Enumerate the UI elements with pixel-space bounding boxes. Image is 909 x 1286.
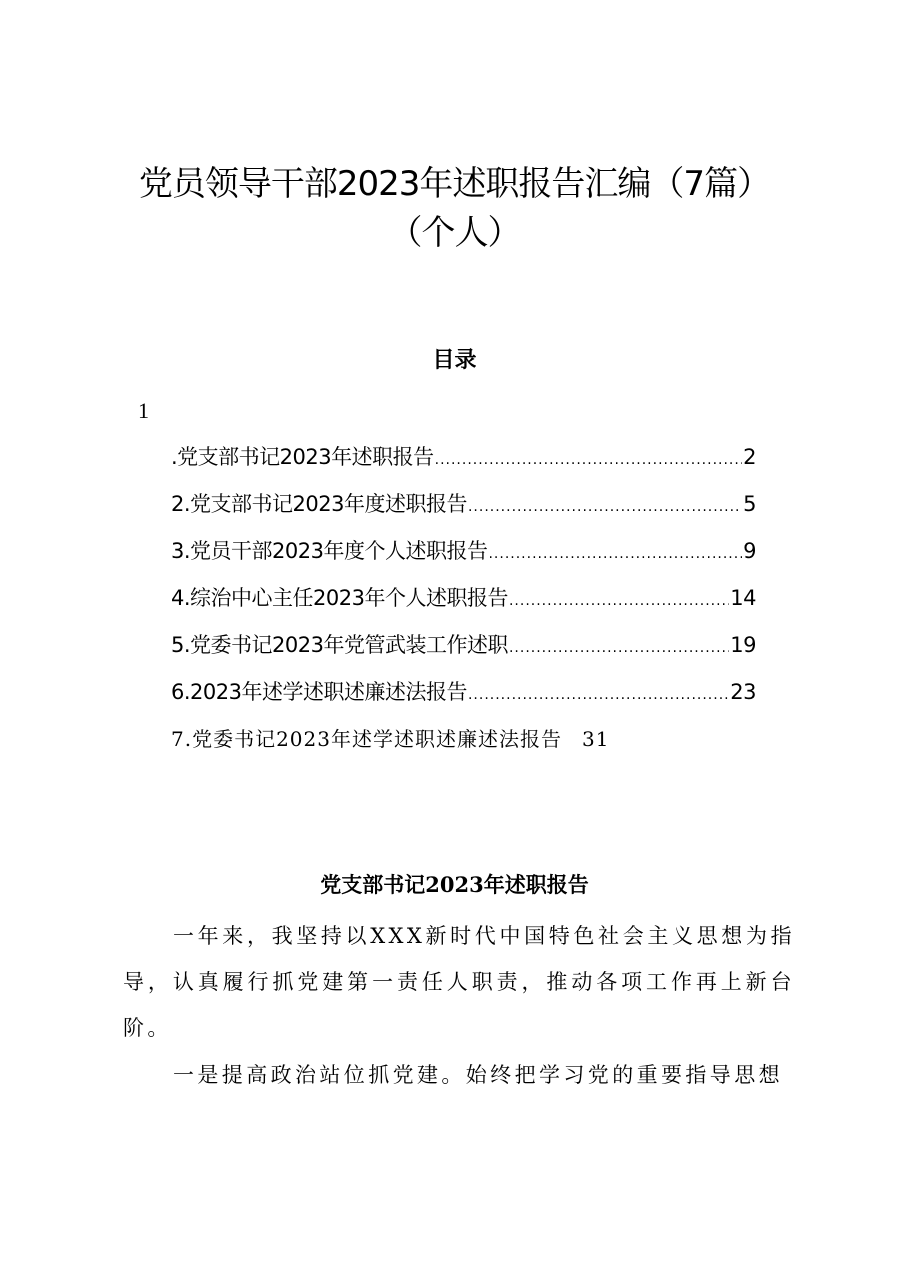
section-title: 党支部书记2023年述职报告 (320, 872, 589, 897)
toc-heading: 目录 (432, 347, 477, 373)
toc-entry-title: 2.党支部书记2023年度述职报告 (171, 492, 467, 516)
toc-entry[interactable] (171, 534, 756, 581)
toc-entry-title: 6.2023年述学述职述廉述法报告 (171, 680, 467, 704)
toc-entry[interactable] (171, 675, 756, 722)
table-of-contents (171, 440, 756, 769)
toc-entry-page: 9 (743, 539, 756, 563)
toc-dot-leader (468, 490, 742, 524)
document-title: 党员领导干部2023年述职报告汇编（7篇） (138, 164, 771, 204)
toc-dot-leader (509, 631, 729, 665)
toc-entry[interactable] (171, 722, 756, 769)
toc-entry-page: 14 (730, 586, 756, 610)
toc-dot-leader (468, 678, 729, 712)
toc-entry-page: 5 (743, 492, 756, 516)
toc-entry-title: 7.党委书记2023年述学述职述廉述法报告 (171, 727, 562, 751)
toc-dot-leader (509, 584, 729, 618)
toc-entry[interactable] (171, 440, 756, 487)
toc-entry-page: 19 (730, 633, 756, 657)
document-subtitle: （个人） (388, 213, 521, 253)
toc-stray-number: 1 (138, 398, 149, 423)
toc-entry-page: 31 (581, 727, 610, 751)
body-paragraph: 一年来，我坚持以XXX新时代中国特色社会主义思想为指导，认真履行抓党建第一责任人职责，推动各项工作再上新台阶。 (123, 924, 795, 1040)
toc-entry-title: 3.党员干部2023年度个人述职报告 (171, 539, 488, 563)
toc-entry-title: 5.党委书记2023年党管武装工作述职 (171, 633, 508, 657)
toc-entry-page: 2 (743, 445, 756, 469)
toc-dot-leader (488, 537, 742, 571)
toc-entry[interactable] (171, 581, 756, 628)
toc-entry[interactable] (171, 628, 756, 675)
toc-entry-page: 23 (730, 680, 756, 704)
toc-entry[interactable] (171, 487, 756, 534)
body-paragraph: 一是提高政治站位抓党建。始终把学习党的重要指导思想 (173, 1063, 783, 1087)
toc-entry-title: 4.综治中心主任2023年个人述职报告 (171, 586, 508, 610)
toc-dot-leader (435, 443, 743, 477)
toc-entry-title: .党支部书记2023年述职报告 (171, 445, 434, 469)
